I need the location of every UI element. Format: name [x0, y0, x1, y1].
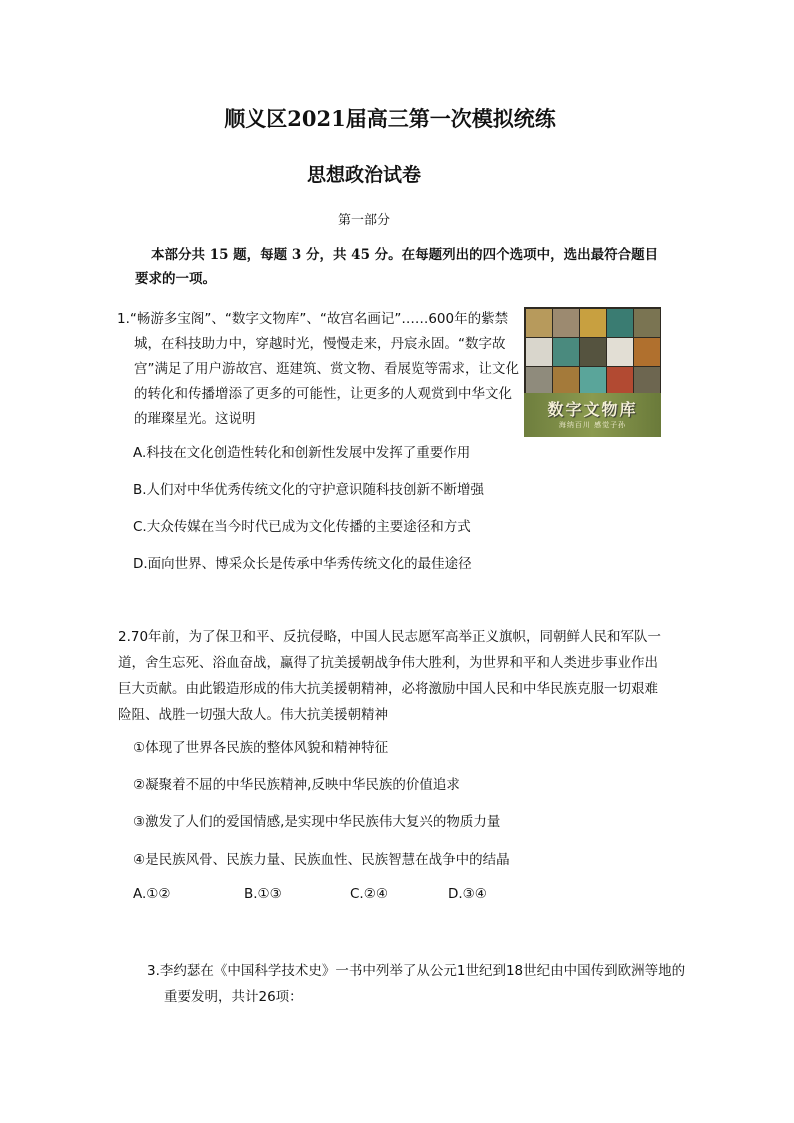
- question-2-statement-4: ④是民族风骨、民族力量、民族血性、民族智慧在战争中的结晶: [133, 852, 510, 868]
- question-2-choice-c[interactable]: C.②④: [350, 886, 388, 902]
- question-2-stem: 2.70年前，为了保卫和平、反抗侵略，中国人民志愿军高举正义旗帜，同朝鲜人民和军队一道，舍生忘死、浴血奋战，赢得了抗美援朝战争伟大胜利，为世界和平和人类进步事业作出巨大贡献。由此锻造形成的伟大抗美援朝精神，必将激励中国人民和中华民族克服一切艰难险阻、战胜一切强大敌人。伟大抗美援朝精神: [118, 629, 662, 723]
- question-2-statement-2: ②凝聚着不屈的中华民族精神,反映中华民族的价值追求: [133, 777, 460, 793]
- artifact-tile: [634, 338, 660, 366]
- section-instructions: 本部分共 15 题，每题 3 分，共 45 分。在每题列出的四个选项中，选出最符合题目要求的一项。: [135, 247, 659, 287]
- image-banner: [524, 393, 661, 437]
- question-2-choice-b[interactable]: B.①③: [244, 886, 282, 902]
- artifact-tile: [580, 309, 606, 337]
- question-2-statement-1: ①体现了世界各民族的整体风貌和精神特征: [133, 740, 389, 756]
- question-1-option-b[interactable]: B.人们对中华优秀传统文化的守护意识随科技创新不断增强: [133, 482, 485, 498]
- question-1-option-d[interactable]: D.面向世界、博采众长是传承中华秀传统文化的最佳途径: [133, 556, 472, 572]
- question-1-text: 1.“畅游多宝阁”、“数字文物库”、“故宫名画记”……600年的紫禁城，在科技助力中，穿越时光，慢慢走来，丹宸永固。“数字故宫”满足了用户游故宫、逛建筑、赏文物、看展览等需求，让文化的转化和传播增添了更多的可能性，让更多的人观赏到中华文化的璀璨星光。这说明: [117, 311, 519, 427]
- exam-subtitle: 思想政治试卷: [306, 164, 421, 186]
- question-2-choice-a[interactable]: A.①②: [133, 886, 171, 902]
- artifact-tile: [580, 367, 606, 395]
- artifact-tile: [553, 367, 579, 395]
- artifact-tile: [553, 338, 579, 366]
- artifact-tile: [607, 338, 633, 366]
- artifact-tile: [607, 367, 633, 395]
- question-1-option-a[interactable]: A.科技在文化创造性转化和创新性发展中发挥了重要作用: [133, 445, 471, 461]
- digital-museum-image: [524, 307, 661, 437]
- artifact-tile: [526, 367, 552, 395]
- question-1-option-c[interactable]: C.大众传媒在当今时代已成为文化传播的主要途径和方式: [133, 519, 471, 535]
- part-heading: 第一部分: [337, 213, 390, 228]
- question-1-stem: [117, 307, 519, 432]
- exam-title: 顺义区2021届高三第一次模拟统练: [224, 106, 556, 131]
- artifact-tile: [580, 338, 606, 366]
- banner-title: 数字文物库: [547, 400, 638, 419]
- artifact-tile: [553, 309, 579, 337]
- artifact-tile: [634, 309, 660, 337]
- question-3-stem: 3.李约瑟在《中国科学技术史》一书中列举了从公元1世纪到18世纪由中国传到欧洲等地的重要发明，共计26项：: [147, 963, 686, 1005]
- question-2-choice-d[interactable]: D.③④: [448, 886, 487, 902]
- artifact-tile: [526, 309, 552, 337]
- banner-subtitle: 海纳百川 感觉子孙: [558, 421, 627, 429]
- artifact-tile: [607, 309, 633, 337]
- question-2-statement-3: ③激发了人们的爱国情感,是实现中华民族伟大复兴的物质力量: [133, 814, 501, 830]
- artifact-tile: [526, 338, 552, 366]
- artifact-tile: [634, 367, 660, 395]
